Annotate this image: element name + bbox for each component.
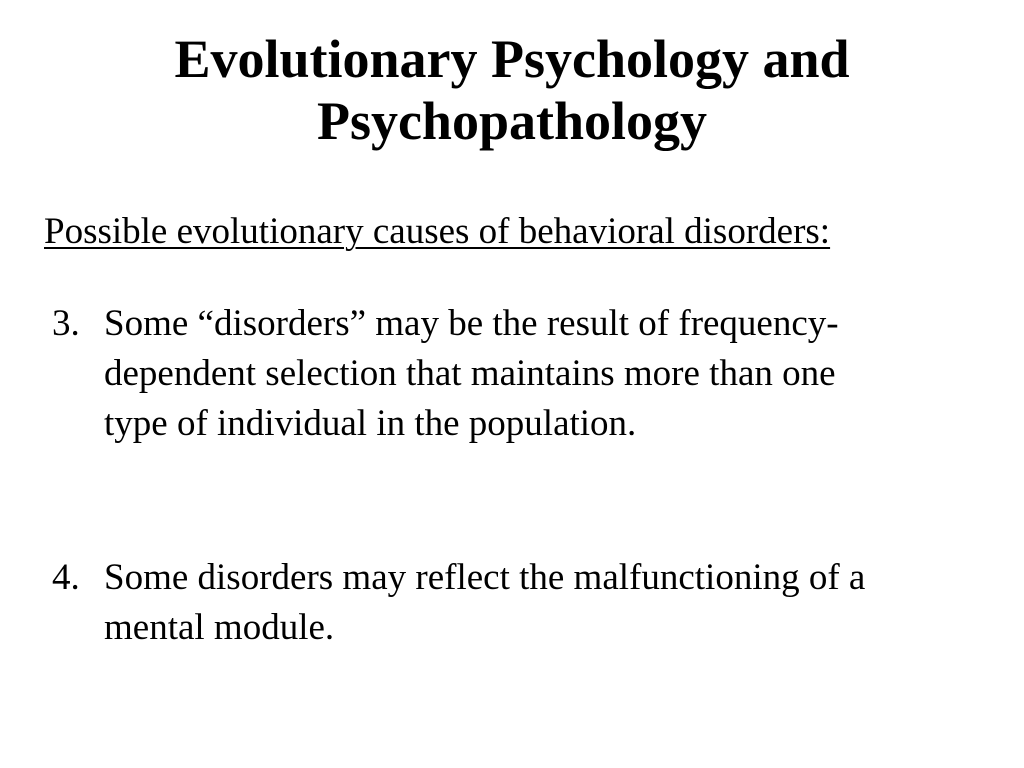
list-item-line: dependent selection that maintains more than one	[104, 353, 836, 394]
list-item-number: 3.	[52, 303, 80, 344]
list-item-3	[52, 299, 1012, 449]
list-item-text: Some disorders may reflect the malfunctioning of a	[104, 557, 866, 598]
title-line-1: Evolutionary Psychology and	[174, 29, 850, 89]
list-item-line: type of individual in the population.	[104, 403, 637, 444]
title-line-2: Psychopathology	[316, 91, 708, 151]
list-item-4	[52, 553, 1012, 653]
list-item-line: mental module.	[104, 607, 335, 648]
slide-title	[0, 28, 1024, 152]
slide-subtitle: Possible evolutionary causes of behavioral disorders:	[44, 211, 831, 252]
list-item-text: Some “disorders” may be the result of frequency-	[104, 303, 839, 344]
list-item-line	[52, 299, 1012, 349]
list-item-line	[52, 553, 1012, 603]
list-item-number: 4.	[52, 557, 80, 598]
